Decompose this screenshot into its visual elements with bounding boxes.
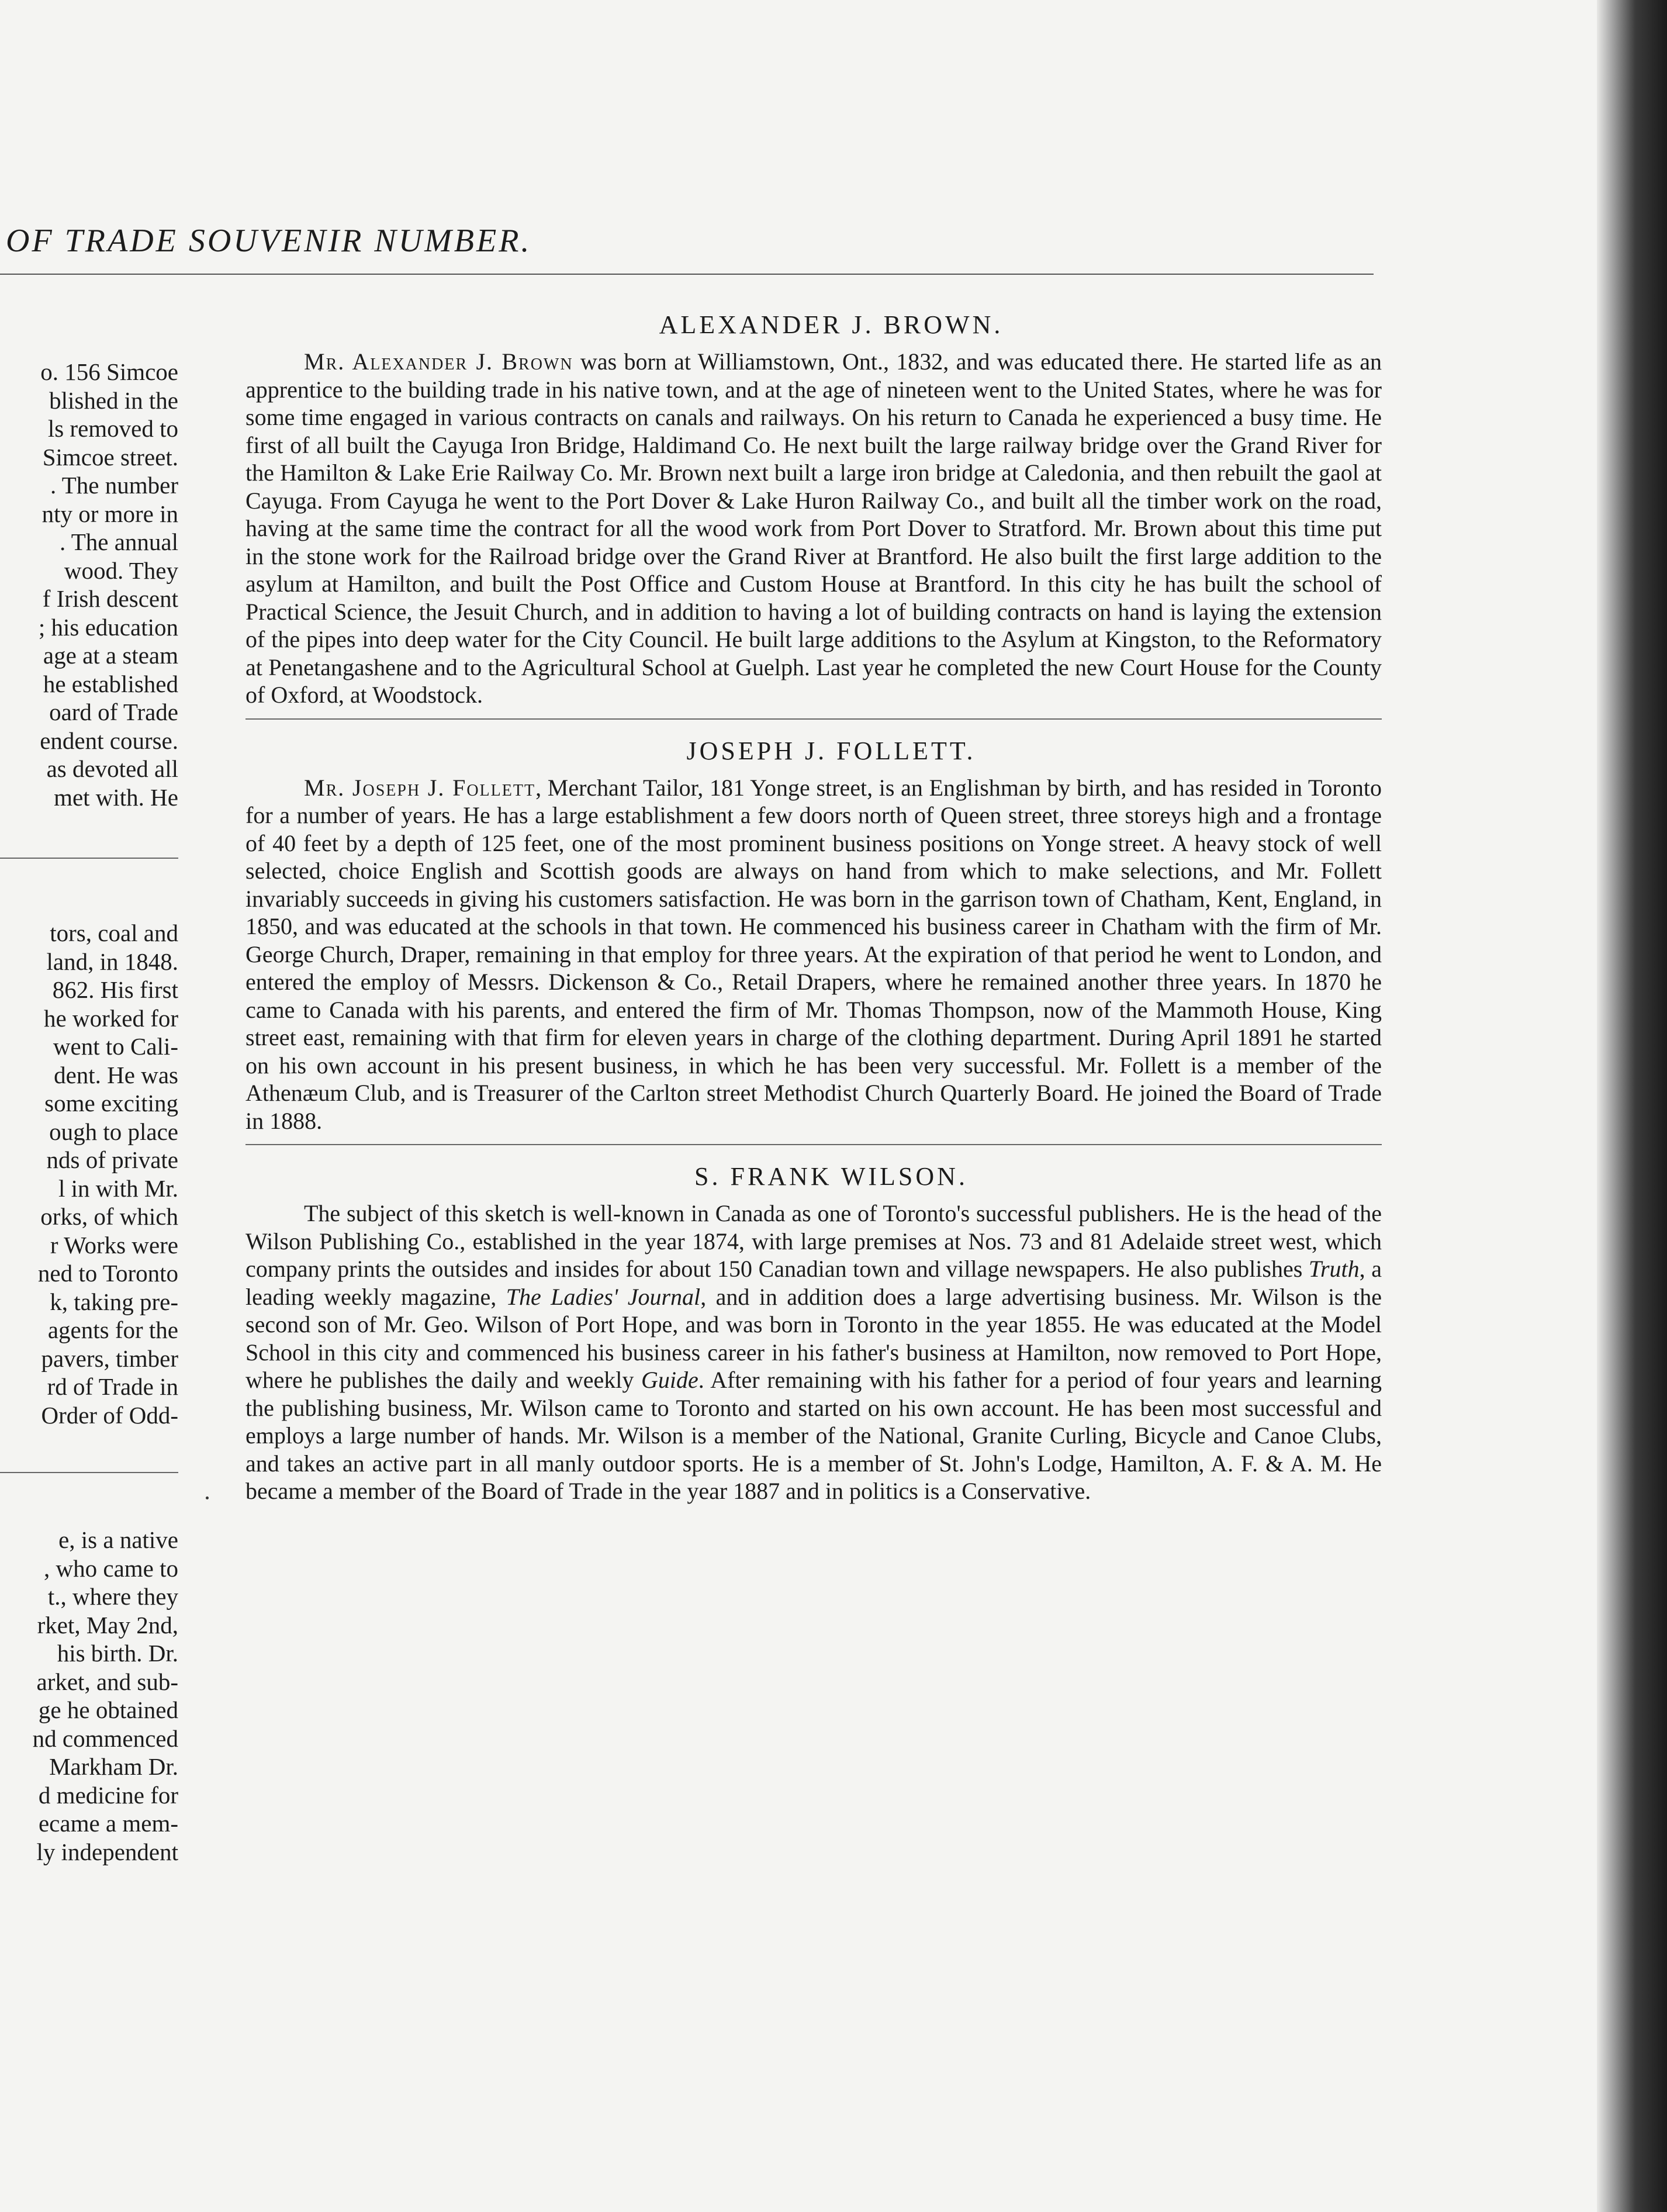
left-column-line: arket, and sub- [36,1668,178,1695]
article-lead: Mr. Alexander J. Brown [304,348,573,375]
left-column-line: oard of Trade [49,699,178,725]
left-column-line: as devoted all [46,755,178,782]
left-column-line: met with. He [54,783,178,811]
article-text: , Merchant Tailor, 181 Yonge street, is an Englishman by birth, and has resided in Toronto for a number of years. He has a large establishment a few doors north of Queen street, three storeys high and a frontage of 40 feet by a depth of 125 feet, one of the most prominent business positions on Yonge street. A heavy stock of well selected, choice English and Scottish goods are always on hand from which to make selections, and Mr. Follett invariably succeeds in giving his customers satisfaction. He was born in the garrison town of Chatham, Kent, England, in 1850, and was educated at the schools in that town. He commenced his business career in Chatham with the firm of Mr. George Church, Draper, remaining in that employ for three years. At the expiration of that period he went to London, and entered the employ of Messrs. Dickenson & Co., Retail Drapers, where he remained another three years. In 1870 he came to Canada with his parents, and entered the firm of Mr. Thomas Thompson, now of the Mammoth House, King street east, remaining with that firm for eleven years in charge of the clothing department. During April 1891 he started on his own account in his present business, in which he has been very successful. Mr. Follett is a member of the Athenæum Club, and is Treasurer of the Carlton street Methodist Church Quarterly Board. He joined the Board of Trade in 1888. [245,774,1382,1134]
left-column-line: o. 156 Simcoe [40,358,178,385]
left-column-line: he established [43,670,178,697]
article-follett [245,736,1382,1135]
left-column-line: l in with Mr. [58,1174,178,1202]
left-column-line: nds of private [46,1146,178,1173]
left-column-line: rd of Trade in [47,1373,178,1400]
publication-title: Guide [641,1367,698,1393]
article-text: , a leading weekly magazine, [245,1256,1382,1310]
left-column-line: 862. His first [52,976,178,1003]
article-title: ALEXANDER J. BROWN. [659,310,1004,339]
left-column-line: went to Cali- [53,1033,178,1060]
left-column-line: Simcoe street. [42,443,178,471]
left-column-line: ge he obtained [38,1696,178,1723]
left-column-line: pavers, timber [41,1345,178,1372]
left-column-line: endent course. [40,727,178,754]
left-column-line: . The annual [59,528,178,555]
left-column-line: he worked for [44,1004,178,1032]
left-column-line: rket, May 2nd, [37,1611,178,1639]
left-column-rule [0,858,178,859]
article-title: S. FRANK WILSON. [694,1162,968,1191]
left-column-line: e, is a native [58,1526,178,1553]
left-column-line: dent. He was [54,1061,178,1088]
article-brown [245,310,1382,709]
left-column-line: ecame a mem- [38,1810,178,1837]
left-column-line: land, in 1848. [46,948,178,975]
article-divider [245,718,1382,720]
left-column-line: nty or more in [41,500,178,527]
left-column-block [0,358,178,811]
speck [206,1496,209,1499]
left-column-line: . The number [50,472,178,499]
left-column-line: ned to Toronto [37,1260,178,1287]
left-column-line: nd commenced [32,1724,178,1752]
article-wilson [245,1162,1382,1505]
left-column-line: some exciting [44,1090,178,1117]
article-lead: Mr. Joseph J. Follett [304,774,536,801]
left-column-block [0,1526,178,1866]
article-text: , and in addition does a large advertising business. Mr. Wilson is the second son of Mr. Geo. Wilson of Port Hope, and was born in Toronto in the year 1855. He was educated at the Model School in this city and commenced his business career in his father's business at Hamilton, now removed to Port Hope, where he publishes the daily and weekly [245,1283,1382,1393]
header-rule [0,274,1374,275]
page-edge-shadow [1597,0,1667,2212]
main-column [245,310,1382,1505]
left-column-line: f Irish descent [42,585,178,612]
publication-title: Truth [1308,1256,1360,1282]
left-column-line: r Works were [50,1231,178,1259]
left-column-line: age at a steam [43,642,178,669]
left-column-line: t., where they [47,1583,178,1610]
left-column-line: agents for the [47,1316,178,1343]
left-column-line: , who came to [44,1554,178,1582]
left-column-line: his birth. Dr. [57,1640,178,1667]
left-column-line: orks, of which [40,1203,178,1230]
left-column-line: ls removed to [47,415,178,442]
left-column-line: blished in the [49,386,178,414]
article-text: . After remaining with his father for a period of four years and learning the publishing business, Mr. Wilson came to Toronto and started on his own account. He has been most successful and employs a large number of hands. Mr. Wilson is a member of the National, Granite Curling, Bicycle and Canoe Clubs, and takes an active part in all manly outdoor sports. He is a member of St. John's Lodge, Hamilton, A. F. & A. M. He became a member of the Board of Trade in the year 1887 and in politics is a Conservative. [245,1367,1382,1504]
left-column-line: tors, coal and [50,920,178,946]
article-text: was born at Williamstown, Ont., 1832, and was educated there. He started life as an apprentice to the building trade in his native town, and at the age of nineteen went to the United States, where he was for some time engaged in various contracts on canals and railways. On his return to Canada he experienced a busy time. He first of all built the Cayuga Iron Bridge, Haldimand Co. He next built the large railway bridge over the Grand River for the Hamilton & Lake Erie Railway Co. Mr. Brown next built a large iron bridge at Caledonia, and then rebuilt the gaol at Cayuga. From Cayuga he went to the Port Dover & Lake Huron Railway Co., and built all the timber work on the road, having at the same time the contract for all the wood work from Port Dover to Stratford. Mr. Brown about this time put in the stone work for the Railroad bridge over the Grand River at Brantford. He also built the first large addition to the asylum at Hamilton, and built the Post Office and Custom House at Brantford. In this city he has built the school of Practical Science, the Jesuit Church, and in addition to having a lot of building contracts on hand is laying the extension of the pipes into deep water for the City Council. He built large additions to the Asylum at Kingston, to the Reformatory at Penetangashene and to the Agricultural School at Guelph. Last year he completed the new Court House for the County of Oxford, at Woodstock. [245,348,1382,708]
left-column [0,358,178,811]
publication-title: The Ladies' Journal [506,1283,701,1310]
left-column [0,1526,178,1866]
article-body [245,1200,1382,1505]
left-column-line: k, taking pre- [50,1288,178,1315]
left-column-line: d medicine for [38,1781,178,1809]
article-text: The subject of this sketch is well-known in Canada as one of Toronto's successful publishers. He is the head of the Wilson Publishing Co., established in the year 1874, with large premises at Nos. 73 and 81 Adelaide street west, which company prints the outsides and insides for about 150 Canadian town and village newspapers. He also publishes [245,1200,1382,1282]
left-column-rule [0,1472,178,1473]
left-column-line: ; his education [38,613,178,641]
left-column-line: wood. They [64,557,178,584]
left-column-line: ly independent [36,1838,178,1865]
article-body [245,774,1382,1135]
article-divider [245,1144,1382,1145]
left-column-block [0,919,178,1429]
article-body [245,348,1382,709]
running-head: OF TRADE SOUVENIR NUMBER. [6,223,532,259]
left-column-line: Markham Dr. [49,1753,178,1780]
left-column-line: Order of Odd- [41,1401,178,1429]
left-column-line: ough to place [49,1118,178,1145]
article-title: JOSEPH J. FOLLETT. [686,736,976,765]
left-column [0,919,178,1429]
